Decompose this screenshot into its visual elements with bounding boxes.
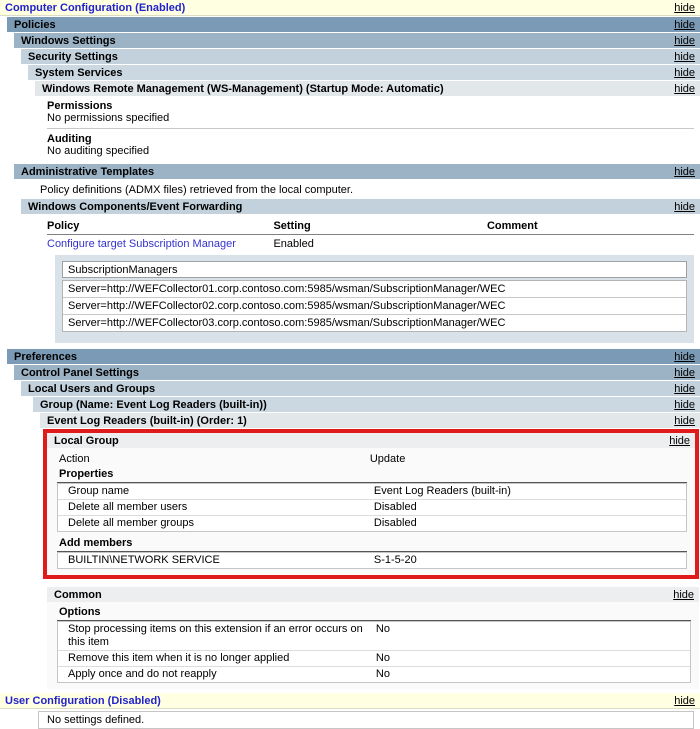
security-settings-band xyxy=(21,49,700,64)
member-row xyxy=(58,553,686,568)
hide-link-system-services[interactable]: hide xyxy=(674,66,695,79)
option-value: No xyxy=(375,668,390,680)
property-row xyxy=(58,484,686,500)
policy-table xyxy=(47,218,694,252)
policy-comment-value xyxy=(487,238,694,250)
hide-link-preferences[interactable]: hide xyxy=(674,350,695,363)
user-configuration-title: User Configuration (Disabled) xyxy=(5,694,161,707)
property-value: Disabled xyxy=(373,517,417,529)
property-name: Delete all member users xyxy=(68,501,188,513)
hide-link-common[interactable]: hide xyxy=(673,588,694,601)
security-settings-body xyxy=(28,65,700,161)
hide-link-security-settings[interactable]: hide xyxy=(674,50,695,63)
properties-label: Properties xyxy=(57,468,687,483)
control-panel-settings-title: Control Panel Settings xyxy=(21,366,139,379)
event-forwarding-band xyxy=(21,199,700,214)
administrative-templates-body xyxy=(21,180,700,343)
option-name: Remove this item when it is no longer applied xyxy=(68,652,290,664)
option-row xyxy=(58,651,690,667)
policies-band xyxy=(7,17,700,32)
hide-link-computer-configuration[interactable]: hide xyxy=(674,1,695,14)
computer-configuration-title: Computer Configuration (Enabled) xyxy=(5,1,186,14)
admx-note: Policy definitions (ADMX files) retrieved from the local computer. xyxy=(40,184,354,196)
hide-link-winrm[interactable]: hide xyxy=(674,82,695,95)
subscription-manager-row: Server=http://WEFCollector02.corp.contoso.com:5985/wsman/SubscriptionManager/WEC xyxy=(63,298,686,315)
winrm-content xyxy=(35,97,700,161)
system-services-title: System Services xyxy=(35,66,123,79)
local-users-groups-title: Local Users and Groups xyxy=(28,382,156,395)
subscription-manager-row: Server=http://WEFCollector01.corp.contoso.com:5985/wsman/SubscriptionManager/WEC xyxy=(63,281,686,298)
subscription-managers-table xyxy=(62,280,687,332)
hide-link-local-users-groups[interactable]: hide xyxy=(674,382,695,395)
computer-configuration-body xyxy=(7,17,700,689)
hide-link-windows-settings[interactable]: hide xyxy=(674,34,695,47)
auditing-value: No auditing specified xyxy=(47,145,150,157)
policy-setting-value: Enabled xyxy=(273,238,314,250)
options-label: Options xyxy=(57,606,691,621)
property-name: Delete all member groups xyxy=(68,517,194,529)
group-order-title: Event Log Readers (built-in) (Order: 1) xyxy=(47,414,247,427)
group-band xyxy=(33,397,700,412)
action-value: Update xyxy=(369,453,406,465)
hide-link-administrative-templates[interactable]: hide xyxy=(674,165,695,178)
group-title: Group (Name: Event Log Readers (built-in)) xyxy=(40,398,267,411)
hide-link-group[interactable]: hide xyxy=(674,398,695,411)
option-value: No xyxy=(375,623,390,635)
local-users-groups-body xyxy=(33,397,700,689)
control-panel-settings-body xyxy=(21,381,700,689)
winrm-title: Windows Remote Management (WS-Management) (Startup Mode: Automatic) xyxy=(42,82,444,95)
user-configuration-body xyxy=(7,711,700,729)
add-members-label: Add members xyxy=(57,537,687,552)
permissions-value: No permissions specified xyxy=(47,112,170,124)
common-title: Common xyxy=(54,588,102,601)
no-settings-defined: No settings defined. xyxy=(38,711,694,729)
administrative-templates-title: Administrative Templates xyxy=(21,165,155,178)
options-table xyxy=(57,621,691,683)
property-name: Group name xyxy=(68,485,130,497)
policies-title: Policies xyxy=(14,18,56,31)
column-comment: Comment xyxy=(486,220,538,232)
policy-table-row xyxy=(47,235,694,252)
security-settings-title: Security Settings xyxy=(28,50,118,63)
administrative-templates-band xyxy=(14,164,700,179)
property-row xyxy=(58,500,686,516)
preferences-body xyxy=(14,365,700,689)
preferences-band xyxy=(7,349,700,364)
group-body xyxy=(40,413,700,689)
option-name: Apply once and do not reapply xyxy=(68,668,217,680)
system-services-band xyxy=(28,65,700,80)
windows-settings-body xyxy=(21,49,700,161)
common-content xyxy=(47,602,699,689)
local-users-groups-band xyxy=(21,381,700,396)
local-group-content xyxy=(47,448,695,575)
subscription-manager-row: Server=http://WEFCollector03.corp.contoso.com:5985/wsman/SubscriptionManager/WEC xyxy=(68,317,506,329)
hide-link-group-order[interactable]: hide xyxy=(674,414,695,427)
common-section xyxy=(47,587,699,689)
option-value: No xyxy=(375,652,390,664)
windows-settings-band xyxy=(14,33,700,48)
local-group-band xyxy=(47,433,695,448)
policy-link-subscription-manager[interactable]: Configure target Subscription Manager xyxy=(47,238,236,250)
member-sid: S-1-5-20 xyxy=(373,554,417,566)
winrm-band xyxy=(35,81,700,96)
red-highlight-box xyxy=(43,429,699,579)
divider xyxy=(47,128,694,129)
option-row xyxy=(58,622,690,651)
property-value: Event Log Readers (built-in) xyxy=(373,485,511,497)
hide-link-policies[interactable]: hide xyxy=(674,18,695,31)
property-row xyxy=(58,516,686,531)
column-setting: Setting xyxy=(273,220,311,232)
local-group-title: Local Group xyxy=(54,434,119,447)
member-name: BUILTIN\NETWORK SERVICE xyxy=(68,554,220,566)
option-name: Stop processing items on this extension if an error occurs on this item xyxy=(68,623,363,648)
common-band xyxy=(47,587,699,602)
hide-link-control-panel-settings[interactable]: hide xyxy=(674,366,695,379)
control-panel-settings-band xyxy=(14,365,700,380)
auditing-label: Auditing xyxy=(47,133,92,145)
properties-table xyxy=(57,483,687,532)
column-policy: Policy xyxy=(47,220,80,232)
policy-table-header xyxy=(47,218,694,235)
event-forwarding-title: Windows Components/Event Forwarding xyxy=(28,200,243,213)
subscription-managers-header: SubscriptionManagers xyxy=(62,261,687,278)
subscription-managers-panel xyxy=(55,255,694,343)
policies-body xyxy=(14,33,700,343)
hide-link-event-forwarding[interactable]: hide xyxy=(674,200,695,213)
hide-link-local-group[interactable]: hide xyxy=(669,434,690,447)
action-row xyxy=(57,452,687,468)
group-order-band xyxy=(40,413,700,428)
computer-configuration-band xyxy=(0,0,700,16)
windows-settings-title: Windows Settings xyxy=(21,34,116,47)
option-row xyxy=(58,667,690,682)
property-value: Disabled xyxy=(373,501,417,513)
user-configuration-band xyxy=(0,693,700,709)
preferences-title: Preferences xyxy=(14,350,77,363)
hide-link-user-configuration[interactable]: hide xyxy=(674,694,695,707)
permissions-label: Permissions xyxy=(47,100,113,112)
action-label: Action xyxy=(59,453,90,465)
system-services-body xyxy=(35,81,700,161)
add-members-table xyxy=(57,552,687,569)
